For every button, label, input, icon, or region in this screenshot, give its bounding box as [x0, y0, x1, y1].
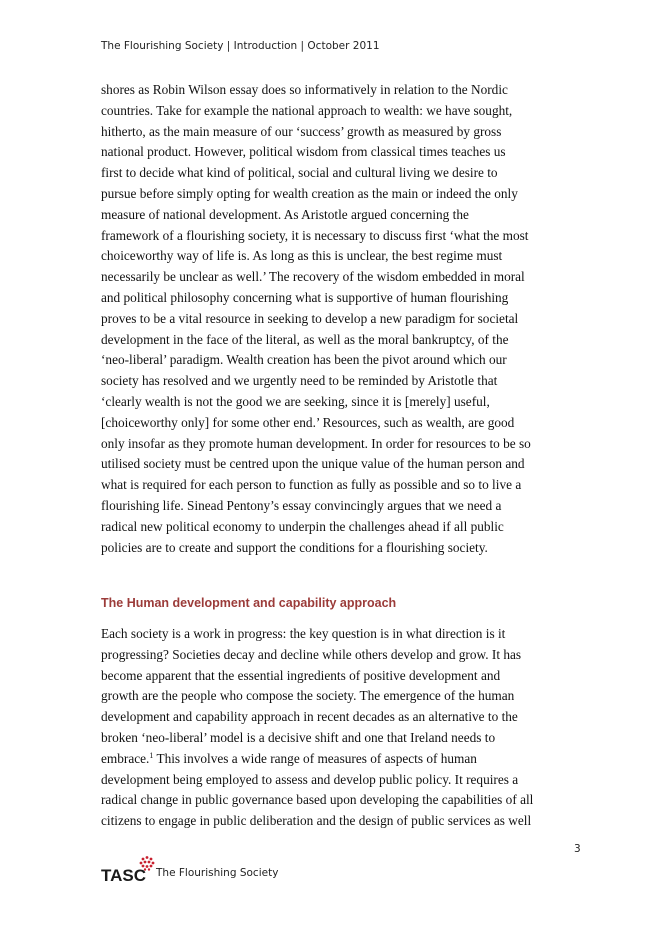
text-line: society has resolved and we urgently need to be reminded by Aristotle that — [101, 373, 498, 389]
logo-dot — [148, 868, 150, 870]
logo-dot — [142, 858, 145, 861]
text-line: citizens to engage in public deliberation and the design of public services as well — [101, 813, 532, 829]
text-line: become apparent that the essential ingredients of positive development and — [101, 667, 501, 683]
logo-dot — [150, 865, 153, 868]
logo-wordmark: TASC — [101, 866, 147, 885]
text-line: and political philosophy concerning what is supportive of human flourishing — [101, 289, 509, 305]
footnote-marker[interactable]: 1 — [149, 750, 154, 760]
text-line: only insofar as they promote human development. In order for resources to be so — [101, 435, 531, 451]
body-paragraph-1 — [101, 80, 581, 558]
logo-dot — [140, 862, 143, 865]
text-line: ‘clearly wealth is not the good we are seeking, since it is [merely] useful, — [101, 393, 490, 409]
text-line: radical change in public governance based upon developing the capabilities of all — [101, 792, 534, 808]
section-heading: The Human development and capability approach — [101, 596, 397, 610]
text-line: shores as Robin Wilson essay does so informatively in relation to the Nordic — [101, 82, 508, 97]
text-line: national product. However, political wisdom from classical times teaches us — [101, 144, 506, 160]
text-line: hitherto, as the main measure of our ‘success’ growth as measured by gross — [101, 123, 502, 139]
footnote-line-start: embrace. — [101, 750, 150, 766]
running-header: The Flourishing Society | Introduction | October 2011 — [101, 40, 380, 52]
text-line: pursue before simply opting for wealth creation as the main or indeed the only — [101, 185, 518, 201]
text-line: flourishing life. Sinead Pentony’s essay convincingly argues that we need a — [101, 497, 502, 513]
text-line: development in the face of the literal, as well as the moral bankruptcy, of the — [101, 331, 509, 347]
text-line: measure of national development. As Aristotle argued concerning the — [101, 206, 469, 222]
logo-dot — [150, 858, 153, 861]
text-line: ‘neo-liberal’ paradigm. Wealth creation has been the pivot around which our — [101, 352, 507, 368]
text-line: what is required for each person to function as fully as possible and so to live a — [101, 477, 522, 493]
tasc-logo — [101, 855, 157, 885]
text-line: progressing? Societies decay and decline while others develop and grow. It has — [101, 646, 522, 662]
text-line: choiceworthy way of life is. As long as this is unclear, the best regime must — [101, 248, 503, 264]
logo-dot — [148, 861, 151, 864]
text-line: proves to be a vital resource in seeking to develop a new paradigm for societal — [101, 310, 519, 326]
footnote-line-end: This involves a wide range of measures of aspects of human — [153, 750, 477, 766]
text-line: policies are to create and support the conditions for a flourishing society. — [101, 539, 488, 555]
logo-dot — [146, 856, 149, 859]
text-line: development being employed to assess and develop public policy. It requires a — [101, 771, 519, 787]
body-paragraph-2 — [101, 624, 581, 832]
text-line: development and capability approach in recent decades as an alternative to the — [101, 709, 518, 725]
text-line: Each society is a work in progress: the key question is in what direction is it — [101, 626, 506, 641]
page-footer — [101, 855, 321, 887]
text-line: utilised society must be centred upon the unique value of the human person and — [101, 456, 525, 472]
text-line: radical new political economy to underpin the challenges ahead if all public — [101, 518, 504, 534]
logo-dot — [152, 862, 155, 865]
text-line: necessarily be unclear as well.’ The recovery of the wisdom embedded in moral — [101, 269, 525, 285]
logo-dot — [144, 861, 147, 864]
text-line: countries. Take for example the national approach to wealth: we have sought, — [101, 102, 513, 118]
text-line: growth are the people who compose the society. The emergence of the human — [101, 688, 515, 704]
logo-dot — [146, 865, 149, 868]
text-line-with-footnote — [101, 749, 581, 770]
footer-publication-title: The Flourishing Society — [156, 867, 279, 879]
text-line: framework of a flourishing society, it is necessary to discuss first ‘what the most — [101, 227, 529, 243]
text-line: first to decide what kind of political, social and cultural living we desire to — [101, 165, 498, 181]
page-number: 3 — [574, 843, 581, 855]
text-line: [choiceworthy only] for some other end.’ Resources, such as wealth, are good — [101, 414, 515, 430]
text-line: broken ‘neo-liberal’ model is a decisive shift and one that Ireland needs to — [101, 729, 496, 745]
